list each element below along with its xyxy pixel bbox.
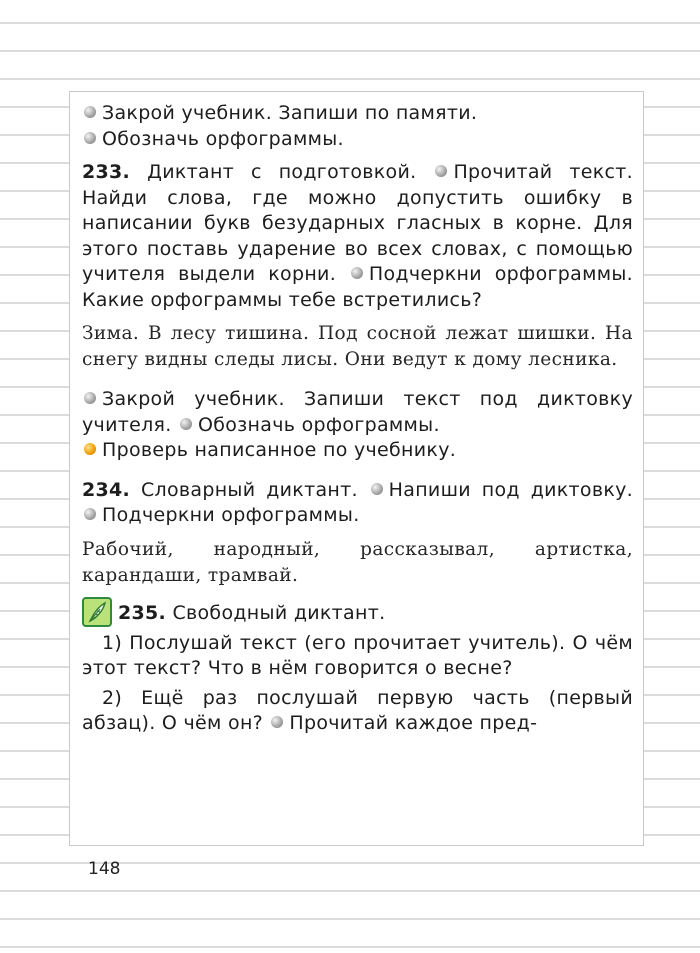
bullet-icon [371, 483, 383, 495]
exercise-title: Свободный диктант. [172, 601, 386, 624]
bullet-orange-icon [84, 443, 96, 455]
exercise-number: 233. [82, 161, 131, 183]
bullet-icon [84, 132, 96, 144]
exercise-235-item-2: 2) Ещё раз послушай первую часть (первый абзац). О чём он? Прочитай каждое пред- [82, 686, 633, 734]
bullet-icon [351, 267, 363, 279]
exercise-234: 234. Словарный диктант. Напиши под диктовку. Подчеркни орфограммы. [82, 478, 633, 526]
bullet-icon [271, 716, 283, 728]
bullet-icon [84, 392, 96, 404]
vocabulary-words: Рабочий, народный, рассказывал, артистка, карандаши, трамвай. [82, 538, 633, 586]
exercise-panel [69, 91, 644, 846]
quill-icon [82, 597, 112, 627]
exercise-235-item-1: 1) Послушай текст (его прочитает учитель). О чём этот текст? Что в нём говорится о весне? [82, 631, 633, 679]
exercise-title: Диктант с подготовкой. [147, 161, 417, 183]
exercise-number: 235. [118, 601, 167, 624]
dictation-text: Зима. В лесу тишина. Под сосной лежат шишки. На снегу видны следы лисы. Они ведут к дому лесника. [82, 323, 633, 370]
bullet-icon [84, 508, 96, 520]
exercise-233-after: Закрой учебник. Запиши текст под диктовку учителя. Обозначь орфограммы. Проверь написанное по учебнику. [82, 388, 633, 461]
page-number: 148 [88, 859, 121, 879]
exercise-title: Словарный диктант. [140, 478, 358, 501]
bullet-icon [435, 165, 447, 177]
bullet-icon [84, 106, 96, 118]
intro-instruction: Закрой учебник. Запиши по памяти. Обозначь орфограммы. [82, 101, 633, 152]
exercise-233: 233. Диктант с подготовкой. Прочитай текст. Найди слова, где можно допустить ошибку в написании букв безударных гласных в корне. Для этого поставь ударение во всех словах, с помощью учителя выдели корни. Подчеркни орфограммы. Какие орфограммы тебе встретились? [82, 161, 634, 311]
exercise-235 [82, 597, 633, 627]
bullet-icon [180, 418, 192, 430]
exercise-number: 234. [82, 478, 131, 501]
